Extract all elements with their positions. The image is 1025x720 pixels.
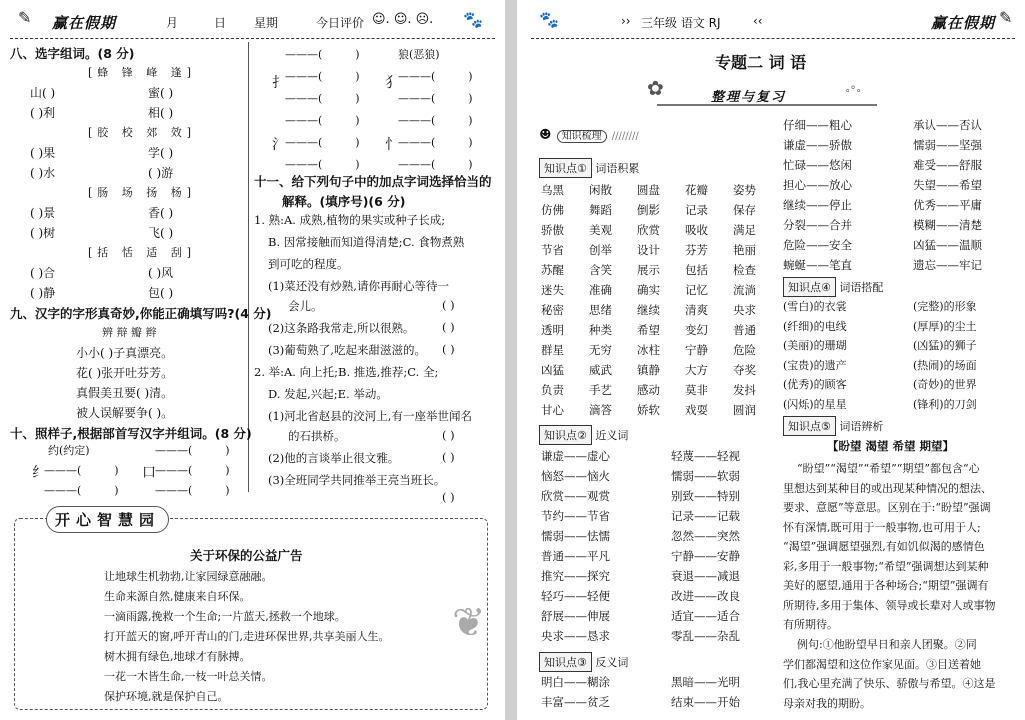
kp5-example: 学们都渴望和这位作家见面。③目送着她 xyxy=(783,657,981,671)
q10-blank: ———( ) xyxy=(155,444,230,457)
q9-title: 九、汉字的字形真奇妙,你能正确填写吗?(4 分) xyxy=(10,306,272,321)
answer-blank[interactable]: ( ) xyxy=(442,320,455,334)
header-divider xyxy=(531,38,1015,39)
radical-kou: 口 xyxy=(142,465,156,481)
antonym-pair: 懦弱——坚强 xyxy=(913,138,982,152)
q8-chars-2: [胶 校 郊 效] xyxy=(88,126,197,139)
kp1-word: 希望 xyxy=(637,323,660,337)
collocation: (凶猛)的狮子 xyxy=(913,339,977,352)
q11-item: 到可吃的程度。 xyxy=(268,257,349,271)
kp2-pair: 节约——节省 xyxy=(541,509,610,523)
kp5-example: 母亲对我的期盼。 xyxy=(783,696,871,710)
kp1-word: 保存 xyxy=(733,203,756,217)
bubbles-icon: ∘°∘ xyxy=(845,84,862,97)
poem-line: 让地球生机勃勃,让家园绿意融融。 xyxy=(104,570,273,583)
q11-sentence: (2)他的言谈举止很文雅。 xyxy=(268,451,400,465)
antonym-pair: 仔细——粗心 xyxy=(783,118,852,132)
brand-logo: 赢在假期 xyxy=(52,14,117,32)
kp2-pair: 记录——记载 xyxy=(671,509,740,523)
kp1-word: 变幻 xyxy=(685,323,708,337)
kp1-word: 记录 xyxy=(685,203,708,217)
antonym-pair: 凶猛——温顺 xyxy=(913,238,982,252)
kp3-pair: 丰富——贫乏 xyxy=(541,695,610,709)
antonym-pair: 难受——舒服 xyxy=(913,158,982,172)
kp1-word: 圆润 xyxy=(733,403,756,417)
q11-item: 1. 熟:A. 成熟,植物的果实或种子长成; xyxy=(254,213,446,227)
kp1-word: 苏醒 xyxy=(541,263,564,277)
kp5-heading: 【盼望 渴望 希望 期望】 xyxy=(827,439,955,453)
kp1-word: 凶猛 xyxy=(541,363,564,377)
kp1-word: 花瓣 xyxy=(685,183,708,197)
q8-item: ( )静 xyxy=(30,286,56,300)
kp1-word: 群星 xyxy=(541,343,564,357)
kp5-line: 怀有深情,既可用于一般事物,也可用于人; xyxy=(783,520,981,534)
kp2-pair: 懦弱——怯懦 xyxy=(541,529,610,543)
left-header xyxy=(18,8,488,38)
kp4-head xyxy=(783,277,883,297)
q10-blank: ———( ) xyxy=(398,114,473,127)
kp1-word: 感动 xyxy=(637,383,660,397)
q10-blank: ———( ) xyxy=(285,70,360,83)
kp1-word: 圆盘 xyxy=(637,183,660,197)
q8-item: 蜜( ) xyxy=(148,86,174,100)
month-label: 月 xyxy=(166,16,179,30)
q10-blank: ———( ) xyxy=(44,464,119,477)
kp1-label: 知识点① xyxy=(539,158,592,178)
right-header xyxy=(533,8,1013,38)
nav-next-icon: ‹‹ xyxy=(753,14,763,28)
q10-blank: ———( ) xyxy=(44,484,119,497)
collocation: (美丽)的珊瑚 xyxy=(783,339,847,352)
header-divider xyxy=(10,38,495,39)
kp2-pair: 零乱——杂乱 xyxy=(671,629,740,643)
kp2-pair: 改进——改良 xyxy=(671,589,740,603)
q9-line: 小小( )子真漂亮。 xyxy=(76,346,174,360)
kp1-word: 威武 xyxy=(589,363,612,377)
kp1-word: 透明 xyxy=(541,323,564,337)
kp1-word: 危险 xyxy=(733,343,756,357)
antonym-pair: 优秀——平庸 xyxy=(913,198,982,212)
q11-title: 十一、给下列句子中的加点字词选择恰当的 xyxy=(254,174,492,189)
kp1-word: 记忆 xyxy=(685,283,708,297)
kp1-word: 含笑 xyxy=(589,263,612,277)
kp3-pair: 结束——开始 xyxy=(671,695,740,709)
answer-blank[interactable]: ( ) xyxy=(442,428,455,442)
q8-title: 八、选字组词。(8 分) xyxy=(10,46,135,61)
kp1-word: 包括 xyxy=(685,263,708,277)
kp1-word: 普通 xyxy=(733,323,756,337)
garden-title: 开心智慧园 xyxy=(46,506,169,533)
kp1-word: 镇静 xyxy=(637,363,660,377)
kp1-word: 无穷 xyxy=(589,343,612,357)
kp2-pair: 衰退——减退 xyxy=(671,569,740,583)
week-label: 星期 xyxy=(254,16,279,30)
radical-shui: 氵 xyxy=(272,137,286,153)
kp1-name: 词语积累 xyxy=(595,162,640,175)
collocation: (闪烁)的星星 xyxy=(783,397,847,411)
paw-icon: 🐾 xyxy=(539,10,559,29)
kp2-pair: 忽然——突然 xyxy=(671,529,740,543)
kp1-word: 甘心 xyxy=(541,403,564,417)
flower-icon: ✿ xyxy=(647,76,664,100)
collocation: (雪白)的衣裳 xyxy=(783,300,847,313)
poem-line: 生命来源自然,健康来自环保。 xyxy=(104,590,251,603)
kp2-pair: 普通——平凡 xyxy=(541,549,610,563)
antonym-pair: 蜿蜒——笔直 xyxy=(783,258,852,272)
q10-blank: ———( ) xyxy=(155,484,230,497)
kp5-line: 里想达到某种目的或出现某种情况的想法、 xyxy=(783,481,992,495)
kp1-word: 央求 xyxy=(733,303,756,317)
kp1-word: 冰柱 xyxy=(637,343,660,357)
kp1-word: 骄傲 xyxy=(541,223,564,237)
radical-xin: 忄 xyxy=(385,137,399,153)
kp1-word: 吸收 xyxy=(685,223,708,237)
bear-icon: ☻ xyxy=(539,127,552,143)
q8-item: 包( ) xyxy=(148,286,174,300)
kp5-line: 彩,多用于一般事物;“希望”强调想达到某种 xyxy=(783,559,989,573)
kp1-word: 仿佛 xyxy=(541,203,564,217)
kp4-name: 词语搭配 xyxy=(839,281,884,294)
kp1-word: 倒影 xyxy=(637,203,660,217)
kp5-line: 要求、意愿”等意思。区别在于:“盼望”强调 xyxy=(783,501,991,514)
q9-line: 花( )张开吐芬芳。 xyxy=(76,366,174,380)
q10-example: 约(约定) xyxy=(48,444,90,457)
kp5-label: 知识点⑤ xyxy=(783,416,836,436)
pencil-icon: ✎ xyxy=(18,8,32,27)
kp1-word: 舞蹈 xyxy=(589,203,612,217)
q11-sentence: (2)这条路我常走,所以很熟。 xyxy=(268,321,415,335)
q10-title: 十、照样子,根据部首写汉字并组词。(8 分) xyxy=(10,426,252,441)
q11-sentence: 会儿。 xyxy=(288,299,323,313)
poem-line: 一花一木皆生命,一枝一叶总关情。 xyxy=(104,670,273,683)
banner-title: 整理与复习 xyxy=(711,90,787,105)
kp1-word: 闲散 xyxy=(589,183,612,197)
kp1-word: 乌黑 xyxy=(541,183,564,197)
kp1-word: 秘密 xyxy=(541,303,564,317)
kp1-word: 满足 xyxy=(733,223,756,237)
kp1-word: 夺奖 xyxy=(733,363,756,377)
nav-prev-icon: ›› xyxy=(621,14,631,28)
kp5-line: “盼望”“渴望”“希望”“期望”都包含“心 xyxy=(797,462,980,475)
kp5-head xyxy=(783,416,883,436)
kp1-word: 欣赏 xyxy=(637,223,660,237)
answer-blank[interactable]: ( ) xyxy=(442,490,455,504)
topic-title: 专题二 词 语 xyxy=(715,53,807,72)
radical-si: 纟 xyxy=(32,465,46,481)
answer-blank[interactable]: ( ) xyxy=(442,450,455,464)
kp5-line: 所期待,多用于集体、领导或长辈对人或事物 xyxy=(783,598,996,612)
q10-blank: ———( ) xyxy=(285,48,360,61)
kp2-name: 近义词 xyxy=(595,429,629,442)
q8-item: ( )利 xyxy=(30,106,56,120)
day-label: 日 xyxy=(214,16,227,30)
q11-sentence: (3)全班同学共同推举王亮当班长。 xyxy=(268,473,446,487)
poem-line: 树木拥有绿色,地球才有脉搏。 xyxy=(104,650,251,663)
rating-faces: ☺. ☺. ☹. xyxy=(372,12,434,27)
review-tag-label: 知识梳理 xyxy=(557,130,607,143)
kp2-pair: 推究——探究 xyxy=(541,569,610,583)
kp1-head xyxy=(539,158,639,178)
poem-line: 一滴雨露,挽救一个生命;一片蓝天,拯救一个地球。 xyxy=(104,610,346,623)
q8-item: 飞( ) xyxy=(148,226,174,240)
kp2-pair: 恼怒——恼火 xyxy=(541,469,610,483)
kp1-word: 宁静 xyxy=(685,343,708,357)
antonym-pair: 分裂——合并 xyxy=(783,218,852,232)
rating-label: 今日评价 xyxy=(316,16,365,30)
q10-blank: ———( ) xyxy=(398,92,473,105)
antonym-pair: 忙碌——悠闲 xyxy=(783,158,852,172)
q10-example2: 狼(恶狼) xyxy=(398,48,440,61)
grade-nav: 三年级 语文 RJ xyxy=(641,16,721,30)
kp1-word: 节省 xyxy=(541,243,564,257)
right-page xyxy=(517,0,1025,720)
q8-item: ( )风 xyxy=(148,266,174,280)
q10-blank: ———( ) xyxy=(155,464,230,477)
q8-item: 相( ) xyxy=(148,106,174,120)
q8-item: ( )合 xyxy=(30,266,56,280)
kp2-pair: 轻巧——轻便 xyxy=(541,589,610,603)
kp1-word: 创举 xyxy=(589,243,612,257)
antonym-pair: 危险——安全 xyxy=(783,238,852,252)
kp1-word: 负责 xyxy=(541,383,564,397)
collocation: (纤细)的电线 xyxy=(783,319,847,333)
kp3-name: 反义词 xyxy=(595,656,629,669)
q10-blank: ———( ) xyxy=(398,158,473,171)
q8-chars-4: [括 恬 适 刮] xyxy=(88,246,197,259)
q11-title2: 解释。(填序号)(6 分) xyxy=(282,194,406,209)
q8-item: ( )果 xyxy=(30,146,56,160)
q10-blank: ———( ) xyxy=(398,136,473,149)
q11-item: B. 因常接触而知道得清楚;C. 食物煮熟 xyxy=(268,235,465,249)
antonym-pair: 失望——希望 xyxy=(913,178,982,192)
kp1-word: 大方 xyxy=(685,363,708,377)
q11-item: D. 发起,兴起;E. 举动。 xyxy=(268,387,388,401)
kp2-pair: 舒展——伸展 xyxy=(541,609,610,623)
q9-line: 真假美丑要( )清。 xyxy=(76,386,174,400)
kp1-word: 娇软 xyxy=(637,403,660,417)
kp1-word: 展示 xyxy=(637,263,660,277)
kp1-word: 手艺 xyxy=(589,383,612,397)
kp4-label: 知识点④ xyxy=(783,277,836,297)
collocation: (宝贵)的遗产 xyxy=(783,358,847,372)
kp1-word: 思绪 xyxy=(589,303,612,317)
q8-item: ( )景 xyxy=(30,206,56,220)
q8-item: ( )游 xyxy=(148,166,174,180)
collocation: (锋利)的刀剑 xyxy=(913,397,977,411)
vine-decoration-icon: ❦ xyxy=(452,600,486,646)
kp1-word: 滴答 xyxy=(589,403,612,417)
kp2-label: 知识点② xyxy=(539,425,592,445)
poem-title: 关于环保的公益广告 xyxy=(190,548,303,563)
q9-line: 被人误解要争( )。 xyxy=(76,406,174,420)
kp2-pair: 欣赏——观赏 xyxy=(541,489,610,503)
q8-item: 山( ) xyxy=(30,86,56,100)
kp1-word: 种类 xyxy=(589,323,612,337)
q8-item: 香( ) xyxy=(148,206,174,220)
antonym-pair: 模糊——清楚 xyxy=(913,218,982,232)
collocation: (优秀)的顾客 xyxy=(783,378,847,391)
q10-blank: ———( ) xyxy=(398,70,473,83)
paw-icon: 🐾 xyxy=(463,10,483,29)
antonym-pair: 继续——停止 xyxy=(783,198,852,212)
antonym-pair: 担心——放心 xyxy=(783,178,852,192)
kp1-word: 莫非 xyxy=(685,383,708,397)
q9-chars: 辨 辩 瓣 辫 xyxy=(102,326,157,339)
kp2-pair: 央求——恳求 xyxy=(541,629,610,643)
kp1-word: 艳丽 xyxy=(733,243,756,257)
left-page xyxy=(0,0,505,720)
kp5-line: 美好的愿望,通用于各种场合;“期望”强调有 xyxy=(783,579,989,592)
q8-item: ( )水 xyxy=(30,166,56,180)
q10-blank: ———( ) xyxy=(285,92,360,105)
kp2-pair: 别致——特别 xyxy=(671,489,740,503)
kp1-word: 发抖 xyxy=(733,383,756,397)
kp2-pair: 适宜——适合 xyxy=(671,609,740,623)
kp1-word: 美观 xyxy=(589,223,612,237)
radical-shou: 扌 xyxy=(272,75,286,91)
kp5-line: “渴望”强调愿望强烈,有如饥似渴的感情色 xyxy=(783,540,985,553)
stripe-decoration: //////// xyxy=(611,131,639,142)
q8-chars-1: [蜂 锋 峰 逢] xyxy=(88,66,197,79)
q8-item: ( )树 xyxy=(30,226,56,240)
kp2-pair: 谦虚——虚心 xyxy=(541,449,610,463)
collocation: (热闹)的场面 xyxy=(913,358,977,372)
antonym-pair: 遗忘——牢记 xyxy=(913,258,982,272)
antonym-pair: 谦虚——骄傲 xyxy=(783,138,852,152)
antonym-pair: 承认——否认 xyxy=(913,118,982,132)
kp5-line: 有所期待。 xyxy=(783,618,838,631)
q11-sentence: (3)葡萄熟了,吃起来甜滋滋的。 xyxy=(268,343,426,357)
kp5-name: 词语辨析 xyxy=(839,420,884,433)
kp5-example: 们,我心里充满了快乐、骄傲与希望。④这是 xyxy=(783,677,996,690)
q11-sentence: 的石拱桥。 xyxy=(288,429,346,443)
q8-chars-3: [肠 场 扬 杨] xyxy=(88,186,197,199)
q11-sentence: (1)河北省赵县的洨河上,有一座举世闻名 xyxy=(268,409,472,423)
page-gutter xyxy=(505,0,517,720)
kp1-word: 准确 xyxy=(589,283,612,297)
kp1-word: 姿势 xyxy=(733,183,756,197)
poem-line: 保护环境,就是保护自己。 xyxy=(104,690,229,703)
kp3-head xyxy=(539,652,628,672)
q10-blank: ———( ) xyxy=(285,136,360,149)
kp1-word: 流淌 xyxy=(733,283,756,297)
banner xyxy=(647,76,877,106)
kp2-pair: 轻蔑——轻视 xyxy=(671,449,740,463)
kp1-word: 芬芳 xyxy=(685,243,708,257)
kp1-word: 清爽 xyxy=(685,303,708,317)
kp1-word: 迷失 xyxy=(541,283,564,297)
kp3-pair: 明白——糊涂 xyxy=(541,675,610,689)
collocation: (奇妙)的世界 xyxy=(913,378,977,391)
q10-blank: ———( ) xyxy=(285,158,360,171)
kp1-word: 戏耍 xyxy=(685,403,708,417)
collocation: (厚厚)的尘土 xyxy=(913,319,977,333)
q8-item: 学( ) xyxy=(148,146,174,160)
q11-item: 2. 举:A. 向上托;B. 推选,推荐;C. 全; xyxy=(254,365,439,379)
kp1-word: 继续 xyxy=(637,303,660,317)
answer-blank[interactable]: ( ) xyxy=(442,342,455,356)
collocation: (完整)的形象 xyxy=(913,300,977,313)
poem-line: 打开蓝天的窗,呼开青山的门,走进环保世界,共享美丽人生。 xyxy=(104,630,390,643)
radical-quan: 犭 xyxy=(385,75,399,91)
pencil-icon: ✎ xyxy=(999,8,1013,27)
kp1-word: 设计 xyxy=(637,243,660,257)
brand-logo: 赢在假期 xyxy=(931,14,996,32)
q11-sentence: (1)菜还没有炒熟,请你再耐心等待一 xyxy=(268,279,449,293)
kp5-example: 例句:①他盼望早日和亲人团聚。②同 xyxy=(797,638,977,651)
kp1-word: 确实 xyxy=(637,283,660,297)
kp3-label: 知识点③ xyxy=(539,652,592,672)
kp2-pair: 宁静——安静 xyxy=(671,549,740,563)
kp1-word: 检查 xyxy=(733,263,756,277)
kp2-head xyxy=(539,425,628,445)
answer-blank[interactable]: ( ) xyxy=(442,298,455,312)
review-tag xyxy=(539,124,639,143)
kp2-pair: 懦弱——软弱 xyxy=(671,469,740,483)
q10-blank: ———( ) xyxy=(285,114,360,127)
kp3-pair: 黑暗——光明 xyxy=(671,675,740,689)
